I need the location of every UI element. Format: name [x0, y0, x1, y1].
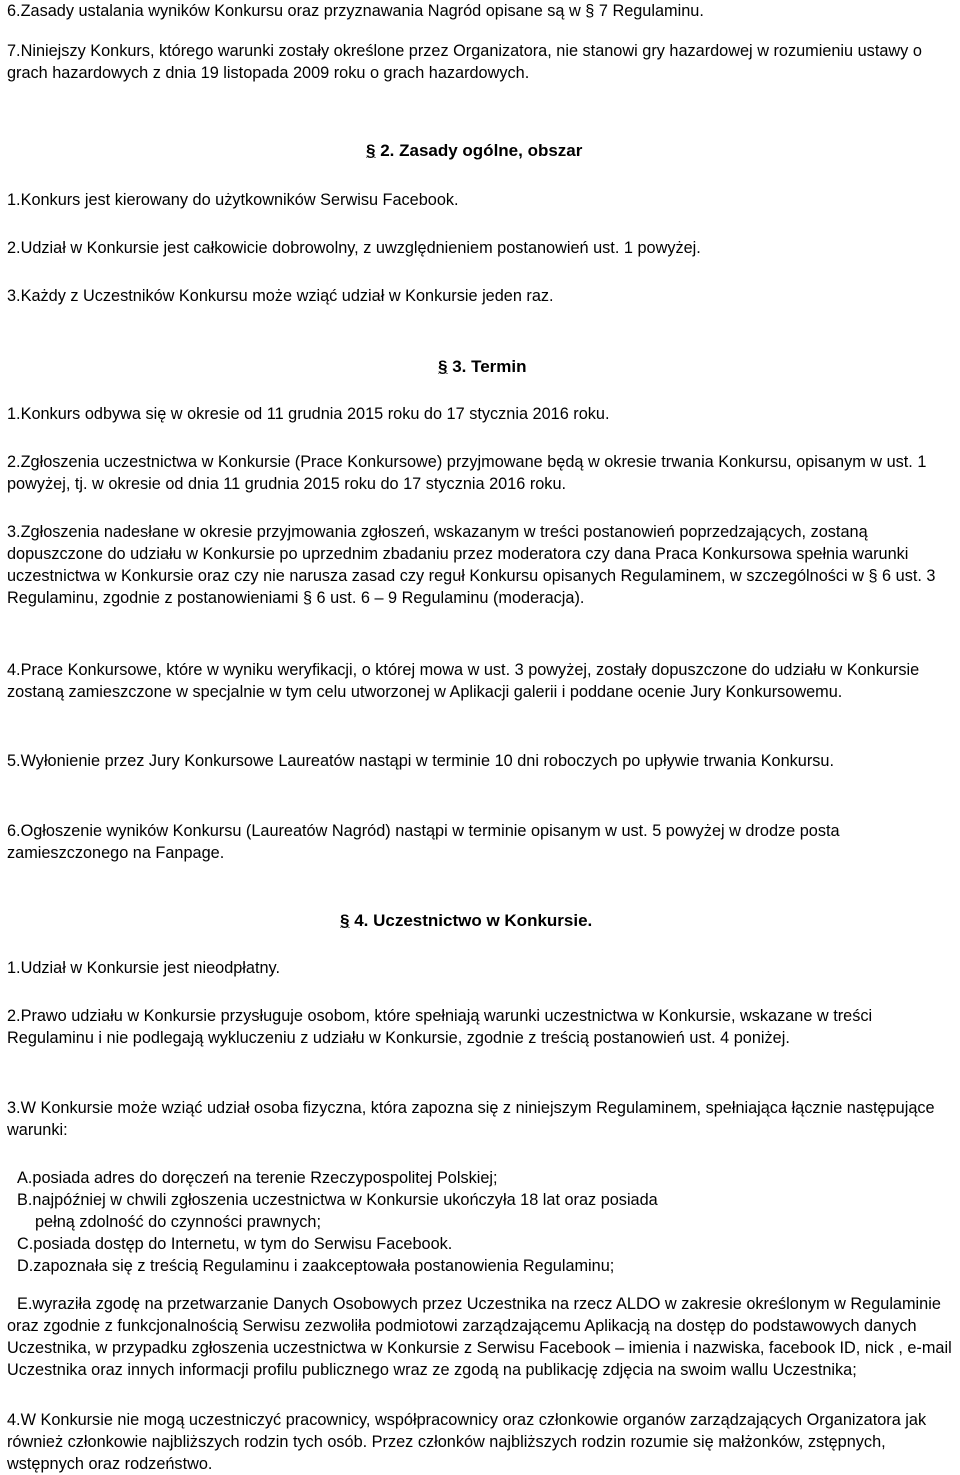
- s2-item-1: 1.Konkurs jest kierowany do użytkowników Serwisu Facebook.: [7, 191, 459, 209]
- s4-item-2: 2.Prawo udziału w Konkursie przysługuje osobom, które spełniają warunki uczestnictwa w Konkursie, wskazane w treści Regulaminu i nie podlegają wykluczeniu z udziału w Konkursie, zgodnie z treścią postanowień ust. 4 poniżej.: [7, 1007, 873, 1047]
- s4-condition-d: D.zapoznała się z treścią Regulaminu i zaakceptowała postanowienia Regulaminu;: [17, 1257, 615, 1275]
- s2-item-2: 2.Udział w Konkursie jest całkowicie dobrowolny, z uwzględnieniem postanowień ust. 1 powyżej.: [7, 239, 701, 257]
- s4-condition-b: B.najpóźniej w chwili zgłoszenia uczestnictwa w Konkursie ukończyła 18 lat oraz posiada: [17, 1191, 658, 1209]
- s3-item-3: 3.Zgłoszenia nadesłane w okresie przyjmowania zgłoszeń, wskazanym w treści postanowień poprzedzających, zostaną dopuszczone do udziału w Konkursie po uprzednim zbadaniu przez moderatora czy dana Praca Konkursowa spełnia warunki uczestnictwa w Konkursie oraz czy nie narusza zasad czy reguł Konkursu opisanych Regulaminem, w szczególności w § 6 ust. 3 Regulaminu, zgodnie z postanowieniami § 6 ust. 6 – 9 Regulaminu (moderacja).: [7, 523, 936, 607]
- s4-condition-c: C.posiada dostęp do Internetu, w tym do Serwisu Facebook.: [17, 1235, 453, 1253]
- s4-item-4: 4.W Konkursie nie mogą uczestniczyć pracownicy, współpracownicy oraz członkowie organów zarządzających Organizatora jak również członkowie najbliższych rodzin tych osób. Przez członków najbliższych rodzin rozumie się małżonków, zstępnych, wstępnych oraz rodzeństwo.: [7, 1411, 927, 1473]
- s3-item-5: 5.Wyłonienie przez Jury Konkursowe Laureatów nastąpi w terminie 10 dni roboczych po upływie trwania Konkursu.: [7, 752, 834, 770]
- section-4-title: 4. Uczestnictwo w Konkursie.: [354, 911, 593, 930]
- section-4-sign: §: [340, 911, 350, 930]
- s4-item-1: 1.Udział w Konkursie jest nieodpłatny.: [7, 959, 281, 977]
- section-2-title: 2. Zasady ogólne, obszar: [380, 141, 583, 160]
- s4-condition-e: E.wyraziła zgodę na przetwarzanie Danych Osobowych przez Uczestnika na rzecz ALDO w zakresie określonym w Regulaminie oraz zgodnie z funkcjonalnością Serwisu zezwoliła podmiotowi zarządzającemu Aplikacją na dostęp do podstawowych danych Uczestnika, w przypadku zgłoszenia uczestnictwa w Konkursie z Serwisu Facebook – imienia i nazwiska, facebook ID, nick , e-mail Uczestnika oraz innych informacji profilu publicznego wraz ze zgodą na publikację zdjęcia na swoim wallu Uczestnika;: [7, 1295, 952, 1380]
- section-3-title: 3. Termin: [452, 357, 527, 376]
- section-4-heading: [340, 910, 592, 932]
- section-2-sign: §: [366, 141, 376, 160]
- section-2-heading: [366, 140, 582, 162]
- s1-item-6: 6.Zasady ustalania wyników Konkursu oraz przyznawania Nagród opisane są w § 7 Regulaminu.: [7, 2, 704, 20]
- s4-condition-a: A.posiada adres do doręczeń na terenie Rzeczypospolitej Polskiej;: [17, 1169, 498, 1187]
- s3-item-1: 1.Konkurs odbywa się w okresie od 11 grudnia 2015 roku do 17 stycznia 2016 roku.: [7, 405, 610, 423]
- section-3-heading: [438, 356, 527, 378]
- s1-item-7: 7.Niniejszy Konkurs, którego warunki zostały określone przez Organizatora, nie stanowi gry hazardowej w rozumieniu ustawy o grach hazardowych z dnia 19 listopada 2009 roku o grach hazardowych.: [7, 42, 922, 82]
- s3-item-6: 6.Ogłoszenie wyników Konkursu (Laureatów Nagród) nastąpi w terminie opisanym w ust. 5 powyżej w drodze posta zamieszczonego na Fanpage.: [7, 822, 840, 862]
- section-3-sign: §: [438, 357, 448, 376]
- s3-item-4: 4.Prace Konkursowe, które w wyniku weryfikacji, o której mowa w ust. 3 powyżej, zostały dopuszczone do udziału w Konkursie zostaną zamieszczone w specjalnie w tym celu utworzonej w Aplikacji galerii i poddane ocenie Jury Konkursowemu.: [7, 661, 920, 701]
- s3-item-2: 2.Zgłoszenia uczestnictwa w Konkursie (Prace Konkursowe) przyjmowane będą w okresie trwania Konkursu, opisanym w ust. 1 powyżej, tj. w okresie od dnia 11 grudnia 2015 roku do 17 stycznia 2016 roku.: [7, 453, 927, 493]
- s2-item-3: 3.Każdy z Uczestników Konkursu może wziąć udział w Konkursie jeden raz.: [7, 287, 554, 305]
- s4-item-3: 3.W Konkursie może wziąć udział osoba fizyczna, która zapozna się z niniejszym Regulaminem, spełniająca łącznie następujące warunki:: [7, 1099, 935, 1139]
- s4-condition-b-cont: pełną zdolność do czynności prawnych;: [35, 1213, 321, 1231]
